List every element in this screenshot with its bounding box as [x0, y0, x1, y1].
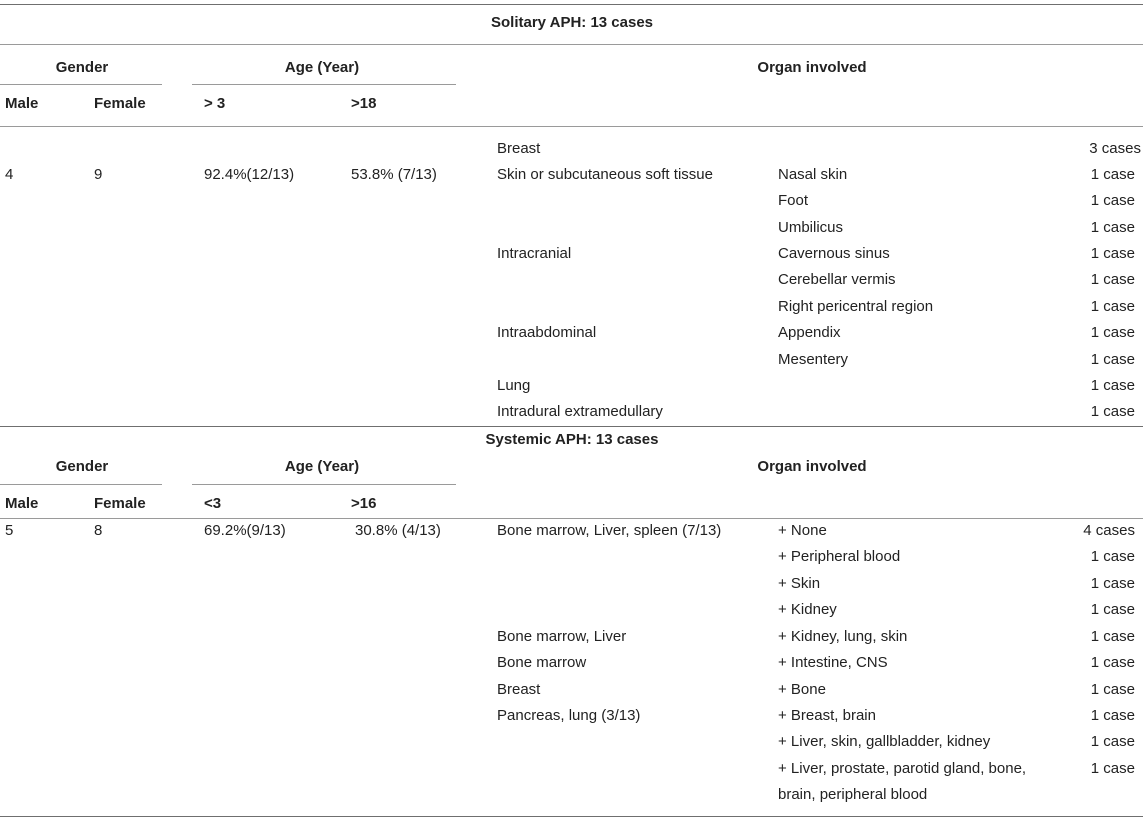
solitary-count: 1 case: [1090, 245, 1135, 262]
systemic-site: brain, peripheral blood: [778, 786, 928, 803]
solitary-site: Right pericentral region: [778, 298, 934, 315]
systemic-site: + Intestine, CNS: [778, 654, 888, 671]
systemic-site: + Skin: [778, 575, 821, 592]
systemic-site: + Liver, skin, gallbladder, kidney: [778, 733, 991, 750]
solitary-organ-header: Organ involved: [757, 59, 867, 76]
solitary-organ: Lung: [497, 377, 531, 394]
systemic-organ: Breast: [497, 681, 541, 698]
systemic-organ-header: Organ involved: [757, 458, 867, 475]
solitary-header-rule: [0, 126, 1143, 127]
solitary-count: 1 case: [1090, 351, 1135, 368]
systemic-col-age2: >16: [351, 495, 377, 512]
solitary-site: Foot: [778, 192, 809, 209]
solitary-site: Mesentery: [778, 351, 849, 368]
systemic-organ: Bone marrow: [497, 654, 587, 671]
solitary-count: 1 case: [1090, 324, 1135, 341]
systemic-gender-header: Gender: [55, 458, 109, 475]
systemic-col-male: Male: [5, 495, 39, 512]
solitary-organ: Intracranial: [497, 245, 572, 262]
solitary-organ: Breast: [497, 140, 541, 157]
solitary-count: 1 case: [1090, 377, 1135, 394]
solitary-site: Appendix: [778, 324, 841, 341]
solitary-col-male: Male: [5, 95, 39, 112]
systemic-count: 1 case: [1090, 733, 1135, 750]
systemic-count: 4 cases: [1083, 522, 1135, 539]
solitary-female-value: 9: [94, 166, 103, 183]
solitary-count: 1 case: [1090, 403, 1135, 420]
solitary-count: 1 case: [1090, 166, 1135, 183]
systemic-col-female: Female: [94, 495, 146, 512]
solitary-col-female: Female: [94, 95, 146, 112]
systemic-age2-value: 30.8% (4/13): [355, 522, 441, 539]
systemic-site: + Liver, prostate, parotid gland, bone,: [778, 760, 1027, 777]
systemic-female-value: 8: [94, 522, 103, 539]
solitary-col-age1: > 3: [204, 95, 226, 112]
solitary-age1-value: 92.4%(12/13): [204, 166, 295, 183]
systemic-count: 1 case: [1090, 575, 1135, 592]
systemic-site: + Breast, brain: [778, 707, 876, 724]
systemic-age-underline: [192, 484, 456, 485]
systemic-count: 1 case: [1090, 548, 1135, 565]
solitary-count: 1 case: [1090, 271, 1135, 288]
solitary-count: 3 cases: [1089, 140, 1141, 157]
systemic-count: 1 case: [1090, 628, 1135, 645]
solitary-site: Umbilicus: [778, 219, 844, 236]
solitary-organ: Intraabdominal: [497, 324, 597, 341]
systemic-male-value: 5: [5, 522, 14, 539]
solitary-site: Nasal skin: [778, 166, 848, 183]
solitary-male-value: 4: [5, 166, 14, 183]
solitary-col-age2: >18: [351, 95, 377, 112]
systemic-count: 1 case: [1090, 760, 1135, 777]
systemic-gender-underline: [0, 484, 162, 485]
solitary-count: 1 case: [1090, 298, 1135, 315]
solitary-count: 1 case: [1090, 219, 1135, 236]
systemic-header-rule: [0, 518, 1143, 519]
systemic-organ: Bone marrow, Liver, spleen (7/13): [497, 522, 722, 539]
solitary-organ: Intradural extramedullary: [497, 403, 663, 420]
solitary-title-rule: [0, 44, 1143, 45]
bottom-rule: [0, 816, 1143, 817]
solitary-gender-header: Gender: [55, 59, 109, 76]
systemic-age1-value: 69.2%(9/13): [204, 522, 286, 539]
systemic-count: 1 case: [1090, 601, 1135, 618]
top-rule: [0, 4, 1143, 5]
solitary-age-header: Age (Year): [284, 59, 360, 76]
systemic-count: 1 case: [1090, 681, 1135, 698]
solitary-organ: Skin or subcutaneous soft tissue: [497, 166, 713, 183]
systemic-count: 1 case: [1090, 707, 1135, 724]
solitary-site: Cavernous sinus: [778, 245, 890, 262]
systemic-organ: Bone marrow, Liver: [497, 628, 627, 645]
systemic-site: + Kidney, lung, skin: [778, 628, 908, 645]
systemic-title: Systemic APH: 13 cases: [485, 431, 659, 448]
solitary-title: Solitary APH: 13 cases: [490, 14, 654, 31]
solitary-count: 1 case: [1090, 192, 1135, 209]
solitary-site: Cerebellar vermis: [778, 271, 896, 288]
systemic-site: + Peripheral blood: [778, 548, 901, 565]
solitary-age-underline: [192, 84, 456, 85]
systemic-age-header: Age (Year): [284, 458, 360, 475]
systemic-site: + None: [778, 522, 827, 539]
systemic-organ: Pancreas, lung (3/13): [497, 707, 641, 724]
solitary-age2-value: 53.8% (7/13): [351, 166, 437, 183]
systemic-site: + Kidney: [778, 601, 837, 618]
systemic-site: + Bone: [778, 681, 826, 698]
section-divider-rule: [0, 426, 1143, 427]
systemic-count: 1 case: [1090, 654, 1135, 671]
solitary-gender-underline: [0, 84, 162, 85]
systemic-col-age1: <3: [204, 495, 222, 512]
